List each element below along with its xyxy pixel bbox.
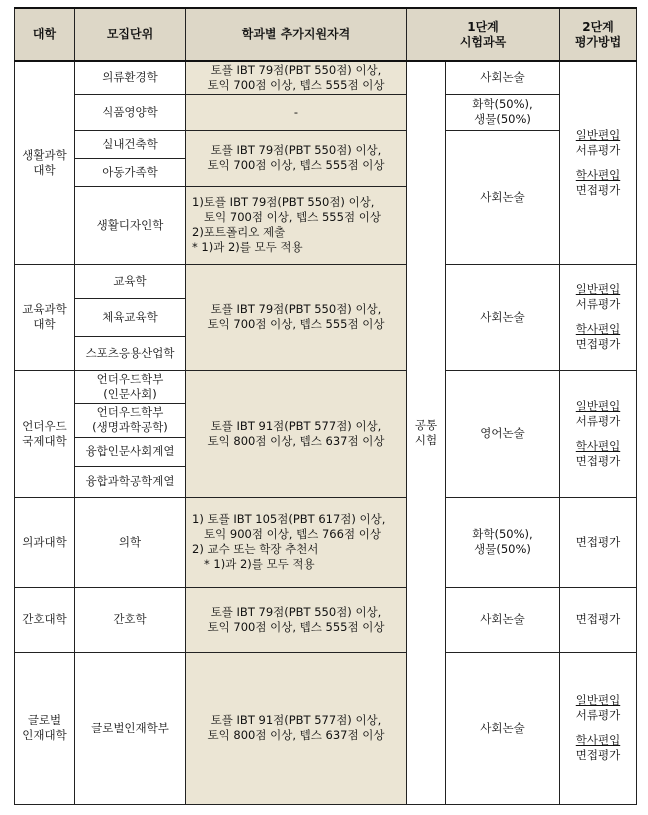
method-education <box>560 264 637 370</box>
college-name-line: 언더우드 <box>22 418 67 433</box>
unit-interior: 실내건축학 <box>75 130 186 158</box>
qual-env <box>186 61 407 94</box>
qual-line: 토익 700점 이상, 텝스 555점 이상 <box>207 158 385 172</box>
method-bachelor-eval: 면접평가 <box>575 748 621 762</box>
qual-food: - <box>186 94 407 130</box>
subject-education: 사회논술 <box>446 264 560 370</box>
table-row <box>15 94 637 130</box>
qual-line: 토익 700점 이상, 텝스 555점 이상 <box>207 619 385 634</box>
college-name-line: 인재대학 <box>22 728 67 742</box>
unit-line: 언더우드학부 <box>96 405 164 419</box>
subject-food <box>446 94 560 130</box>
table-row <box>15 264 637 298</box>
qual-line: 토플 IBT 79점(PBT 550점) 이상, <box>210 604 382 619</box>
table-row <box>15 497 637 587</box>
college-underwood <box>15 370 75 497</box>
qual-line: * 1)과 2)를 모두 적용 <box>204 557 315 571</box>
method-general: 일반편입 <box>575 693 621 707</box>
method-general: 일반편입 <box>575 282 621 296</box>
subject-env: 사회논술 <box>446 61 560 94</box>
unit-conv-hum: 융합인문사회계열 <box>75 437 186 466</box>
qual-line: 토익 800점 이상, 텝스 637점 이상 <box>207 728 385 742</box>
college-name-line: 대학 <box>33 317 56 331</box>
college-name-line: 국제대학 <box>22 433 67 448</box>
method-general: 일반편입 <box>575 398 621 413</box>
qual-line: 1)토플 IBT 79점(PBT 550점) 이상, <box>192 195 375 209</box>
gap <box>562 158 634 168</box>
subject-nursing: 사회논술 <box>446 587 560 652</box>
qual-line: 토익 800점 이상, 텝스 637점 이상 <box>207 433 385 448</box>
subject-line: 생물(50%) <box>474 112 531 126</box>
method-nursing: 면접평가 <box>560 587 637 652</box>
qual-line: 토플 IBT 79점(PBT 550점) 이상, <box>210 143 382 157</box>
header-stage2 <box>560 8 637 61</box>
unit-line: (인문사회) <box>103 386 157 401</box>
common-exam <box>407 61 446 804</box>
unit-line: 언더우드학부 <box>96 371 164 386</box>
method-human-ecology <box>560 61 637 264</box>
college-nursing: 간호대학 <box>15 587 75 652</box>
qual-line: 토플 IBT 91점(PBT 577점) 이상, <box>210 713 382 727</box>
gap <box>562 312 634 322</box>
qual-underwood <box>186 370 407 497</box>
method-underwood <box>560 370 637 497</box>
header-stage1-line1: 1단계 <box>467 19 499 34</box>
table-row <box>15 370 637 403</box>
college-global <box>15 652 75 804</box>
college-name-line: 교육과학 <box>22 302 67 316</box>
qual-line: 1) 토플 IBT 105점(PBT 617점) 이상, <box>192 512 386 526</box>
unit-food: 식품영양학 <box>75 94 186 130</box>
method-medicine: 면접평가 <box>560 497 637 587</box>
method-general-eval: 서류평가 <box>575 297 621 311</box>
method-bachelor-eval: 면접평가 <box>575 453 621 468</box>
gap <box>562 723 634 733</box>
gap <box>562 429 634 439</box>
subject-line: 화학(50%), <box>472 527 533 541</box>
header-college: 대학 <box>15 8 75 61</box>
subject-global: 사회논술 <box>446 652 560 804</box>
qual-line: 2)포트폴리오 제출 <box>192 225 286 239</box>
qual-nursing <box>186 587 407 652</box>
qual-line: 2) 교수 또는 학장 추천서 <box>192 542 319 556</box>
qual-line: * 1)과 2)를 모두 적용 <box>192 240 303 254</box>
unit-uw-sci <box>75 403 186 437</box>
header-row <box>15 8 637 61</box>
header-stage1 <box>407 8 560 61</box>
unit-nurse: 간호학 <box>75 587 186 652</box>
college-name-line: 대학 <box>33 162 56 177</box>
qual-medicine <box>186 497 407 587</box>
unit-family: 아동가족학 <box>75 158 186 186</box>
admission-table <box>14 7 637 805</box>
method-general-eval: 서류평가 <box>575 708 621 722</box>
subject-underwood: 영어논술 <box>446 370 560 497</box>
method-general-eval: 서류평가 <box>575 142 621 157</box>
subject-line: 생물(50%) <box>474 542 531 556</box>
unit-pe: 체육교육학 <box>75 298 186 336</box>
unit-design: 생활디자인학 <box>75 186 186 264</box>
unit-env: 의류환경학 <box>75 61 186 94</box>
unit-uw-hum <box>75 370 186 403</box>
unit-edu: 교육학 <box>75 264 186 298</box>
common-line: 공통 <box>414 417 438 432</box>
college-name-line: 글로벌 <box>27 713 62 727</box>
unit-global: 글로벌인재학부 <box>75 652 186 804</box>
unit-sport: 스포츠응용산업학 <box>75 336 186 370</box>
method-bachelor-eval: 면접평가 <box>575 182 621 197</box>
method-bachelor: 학사편입 <box>575 733 621 747</box>
unit-conv-sci: 융합과학공학계열 <box>75 466 186 497</box>
subject-medicine <box>446 497 560 587</box>
method-bachelor: 학사편입 <box>575 322 621 336</box>
admission-table-container <box>14 7 636 805</box>
table-row <box>15 587 637 652</box>
method-bachelor: 학사편입 <box>575 167 621 182</box>
header-stage1-line2: 시험과목 <box>459 34 507 49</box>
unit-line: (생명과학공학) <box>92 420 168 434</box>
college-medicine: 의과대학 <box>15 497 75 587</box>
method-bachelor: 학사편입 <box>575 438 621 453</box>
method-global <box>560 652 637 804</box>
header-stage2-line2: 평가방법 <box>574 34 622 49</box>
qual-line: 토익 900점 이상, 텝스 766점 이상 <box>204 527 381 541</box>
college-name-line: 생활과학 <box>22 147 67 162</box>
method-general: 일반편입 <box>575 127 621 142</box>
header-stage2-line1: 2단계 <box>582 19 614 34</box>
unit-med: 의학 <box>75 497 186 587</box>
qual-interior-family <box>186 130 407 186</box>
qual-line: 토익 700점 이상, 텝스 555점 이상 <box>207 317 385 331</box>
table-row <box>15 61 637 94</box>
common-line: 시험 <box>414 432 438 447</box>
qual-education <box>186 264 407 370</box>
method-general-eval: 서류평가 <box>575 413 621 428</box>
qual-line: 토플 IBT 79점(PBT 550점) 이상, <box>210 62 382 77</box>
qual-global <box>186 652 407 804</box>
qual-line: 토익 700점 이상, 텝스 555점 이상 <box>204 210 381 224</box>
subject-line: 화학(50%), <box>472 97 533 111</box>
qual-line: 토플 IBT 79점(PBT 550점) 이상, <box>210 302 382 316</box>
header-unit: 모집단위 <box>75 8 186 61</box>
subject-interior-design: 사회논술 <box>446 130 560 264</box>
college-education <box>15 264 75 370</box>
table-row <box>15 130 637 158</box>
header-qualification: 학과별 추가지원자격 <box>186 8 407 61</box>
qual-design <box>186 186 407 264</box>
qual-line: 토익 700점 이상, 텝스 555점 이상 <box>207 77 385 92</box>
qual-line: 토플 IBT 91점(PBT 577점) 이상, <box>210 418 382 433</box>
college-human-ecology <box>15 61 75 264</box>
table-row <box>15 652 637 804</box>
method-bachelor-eval: 면접평가 <box>575 337 621 351</box>
